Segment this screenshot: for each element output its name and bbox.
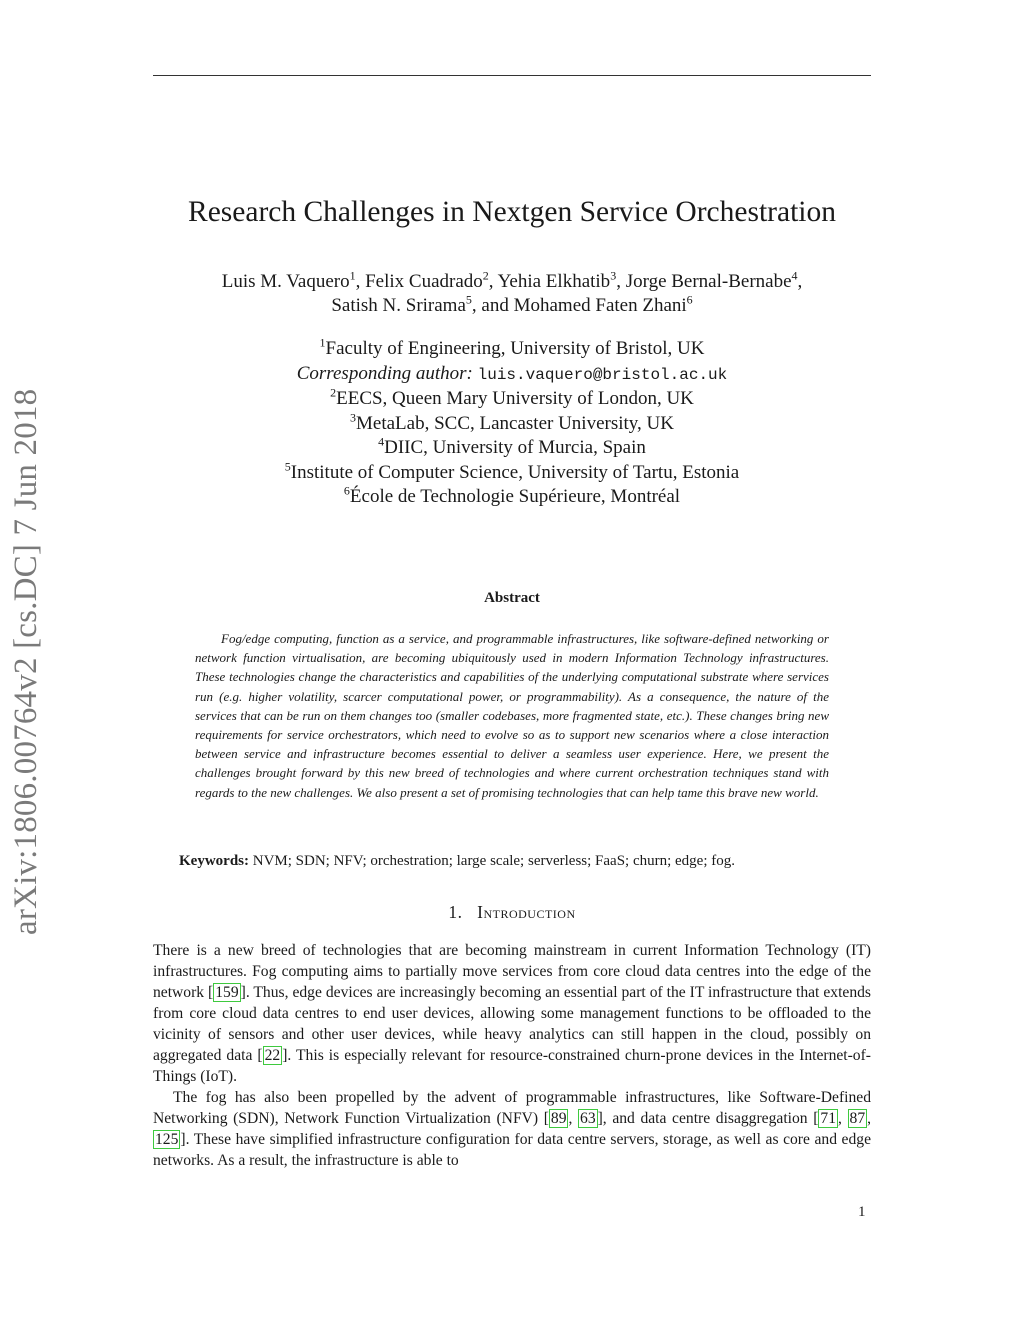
arxiv-stamp: arXiv:1806.00764v2 [cs.DC] 7 Jun 2018 [8,388,44,935]
affiliation-text: EECS, Queen Mary University of London, UK [336,388,694,409]
paragraph [153,940,871,1087]
author-name: , Jorge Bernal-Bernabe [616,271,792,292]
author-sep: , [797,271,803,292]
text-run: , [568,1110,579,1127]
author-sup: 6 [686,292,693,307]
paper-title: Research Challenges in Nextgen Service Orchestration [188,196,836,228]
text-run: ]. These have simplified infrastructure configuration for data centre servers, storage, as well as core and edge networks. As a result, the infrastructure is able to [153,1131,871,1169]
affiliation-text: Institute of Computer Science, University of Tartu, Estonia [290,461,740,483]
text-run: , [838,1110,848,1127]
citation-link[interactable]: 89 [550,1110,567,1127]
page-number: 1 [858,1204,866,1220]
author-sup: 2 [482,268,489,283]
citation-link[interactable]: 63 [580,1110,596,1127]
citation-link[interactable]: 87 [849,1110,866,1127]
citation-link[interactable]: 22 [264,1047,281,1064]
text-run: ]. Thus, edge devices are increasingly becoming an essential part of the IT infrastructure that extends from core cloud data centres to end user devices, allowing some management functions to be offloaded to the vicinity of sensors and other user devices, while heavy analytics can still happen in the cloud, possibly on aggregated data [ [153,984,871,1064]
affiliation-sup: 4 [378,434,385,449]
author-name: Luis M. Vaquero [221,271,350,292]
author-sup: 5 [465,292,472,307]
text-run: ]. This is especially relevant for resource-constrained churn-prone devices in the Internet-of-Things (IoT). [153,1047,871,1085]
corresponding-author [0,362,1024,388]
affiliation-text: Faculty of Engineering, University of Bristol, UK [325,338,705,359]
affiliation-list [0,337,1024,510]
affiliation-sup: 6 [343,483,350,498]
citation-link[interactable]: 71 [820,1110,836,1127]
affiliation-sup: 5 [284,459,291,474]
author-sup: 1 [349,268,356,283]
corresponding-label: Corresponding author: [296,362,473,384]
author-line-1 [0,270,1024,294]
corresponding-email[interactable]: luis.vaquero@bristol.ac.uk [477,365,728,384]
affiliation-sup: 1 [319,335,326,350]
affiliation-2 [0,387,1024,412]
affiliation-3 [0,412,1024,437]
author-name: , and Mohamed Faten Zhani [471,295,687,316]
affiliation-4 [0,436,1024,461]
section-number: 1. [448,902,463,922]
affiliation-6 [0,485,1024,510]
section-title: Introduction [477,902,576,922]
affiliation-1 [0,337,1024,362]
affiliation-text: DIIC, University of Murcia, Spain [384,437,646,458]
author-sup: 4 [791,268,798,283]
citation-link[interactable]: 159 [215,984,239,1001]
text-run: There is a new breed of technologies that are becoming mainstream in current Information Technology (IT) infrastructures. Fog computing aims to partially move services from core cloud data centres into the edge of the network [ [153,942,871,1001]
header-rule [153,75,871,76]
section-heading [0,902,1024,923]
affiliation-sup: 3 [350,410,356,425]
text-run: , [867,1110,872,1127]
author-name: Satish N. Srirama [331,295,466,316]
text-run: The fog has also been propelled by the advent of programmable infrastructures, like Software-Defined Networking (SDN), Network Function Virtualization (NFV) [ [153,1089,871,1127]
abstract-text: Fog/edge computing, function as a service, and programmable infrastructures, like software-defined networking or network function virtualisation, are becoming ubiquitously used in modern Information Technology infrastructures. These technologies change the characteristics and capabilities of the underlying computational substrate where services run (e.g. higher volatility, scarcer computational power, or programmability). As a consequence, the nature of the services that can be run on them changes too (smaller codebases, more fragmented state, etc.). These changes bring new requirements for service orchestrators, which need to evolve so as to support new scenarios where a close interaction between service and infrastructure becomes essential to deliver a seamless user experience. Here, we present the challenges brought forward by this new breed of technologies and where current orchestration techniques stand with regards to the new challenges. We also present a set of promising technologies that can help tame this brave new world. [195,631,829,800]
author-name: , Felix Cuadrado [355,271,483,292]
affiliation-text: MetaLab, SCC, Lancaster University, UK [356,412,674,434]
keywords-text: NVM; SDN; NFV; orchestration; large scale; serverless; FaaS; churn; edge; fog. [249,853,736,869]
keywords-line [179,853,735,870]
keywords-label: Keywords: [179,853,249,869]
author-sup: 3 [610,268,617,283]
abstract-heading: Abstract [484,590,540,606]
affiliation-sup: 2 [330,385,337,400]
affiliation-text: École de Technologie Supérieure, Montréal [349,486,681,507]
paragraph [153,1087,871,1171]
author-list [0,270,1024,318]
author-name: , Yehia Elkhatib [488,271,611,292]
text-run: ], and data centre disaggregation [ [597,1110,819,1127]
author-line-2 [0,294,1024,318]
affiliation-5 [0,461,1024,486]
citation-link[interactable]: 125 [155,1131,179,1148]
body-text [153,940,871,1171]
